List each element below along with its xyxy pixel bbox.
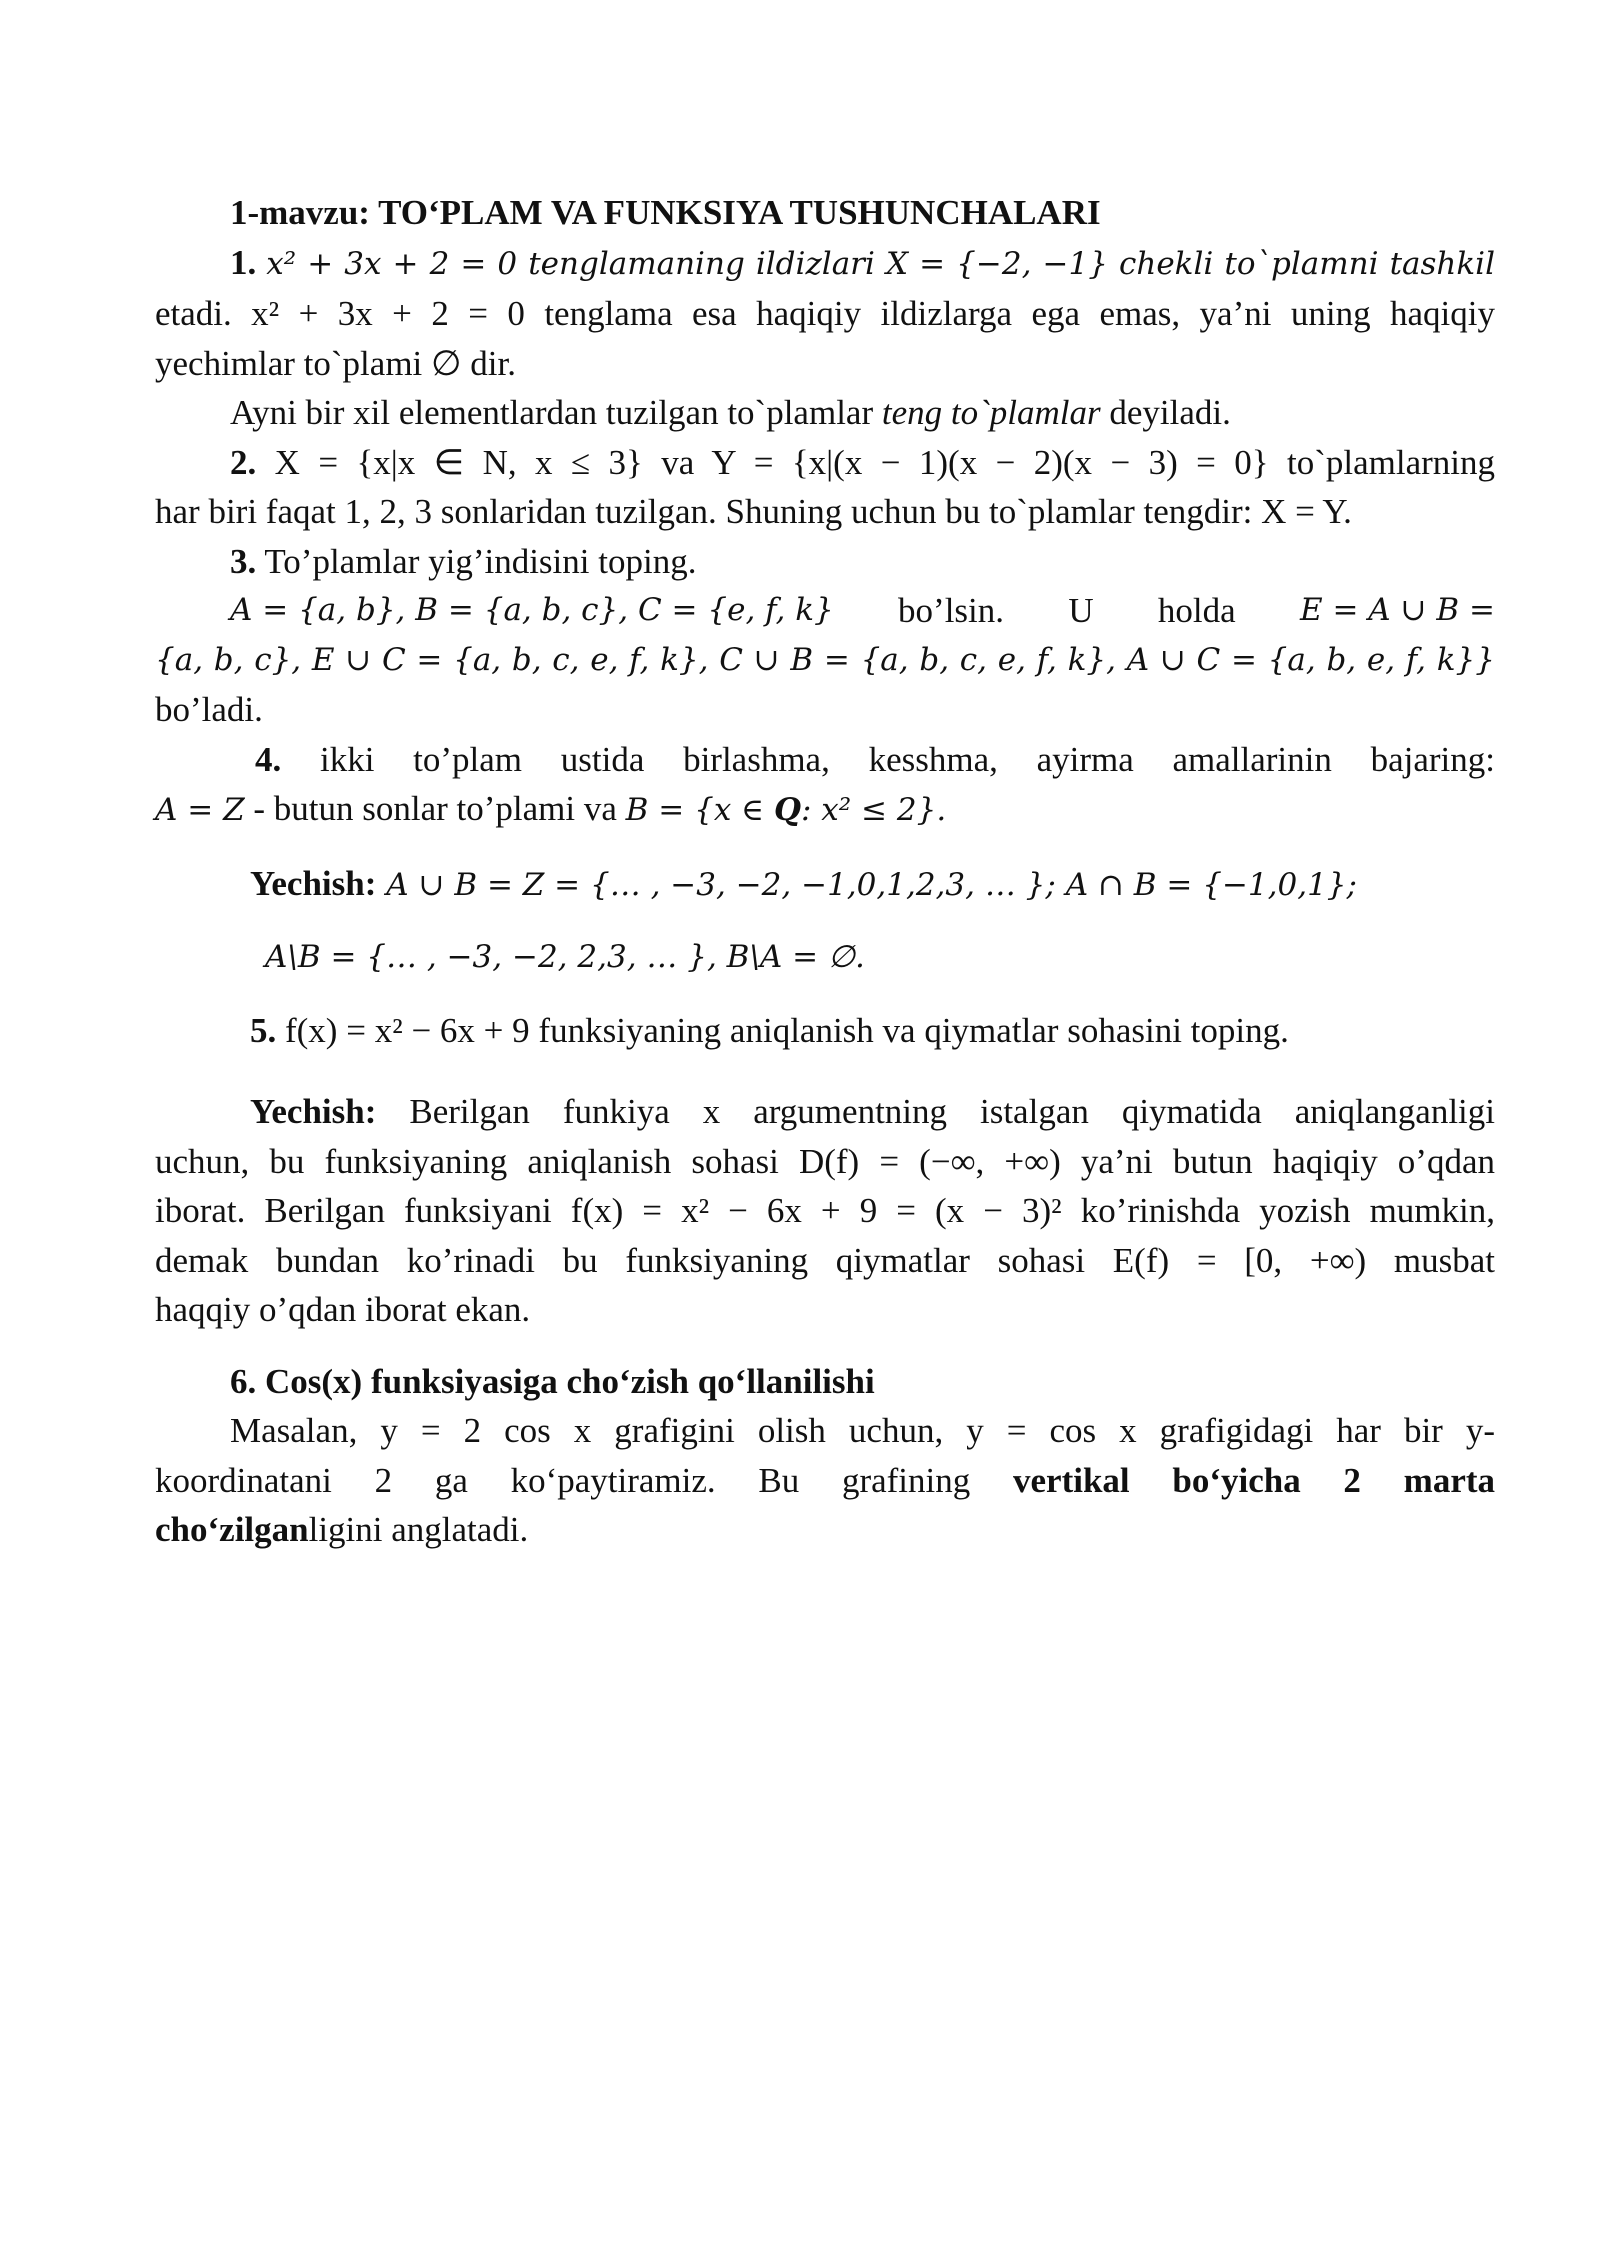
section-2-sets: X = {x|x ∈ N, x ≤ 3} va Y = {x|(x − 1)(x − 2)(x − 3) = 0} to`plamlarning [274, 442, 1495, 482]
section-3-number: 3. [230, 541, 257, 581]
section-4-task: ikki to’plam ustida birlashma, kesshma, ayirma amallarinin bajaring: [281, 739, 1495, 779]
section-5-number: 5. [250, 1010, 277, 1050]
section-5-task: f(x) = x² − 6x + 9 funksiyaning aniqlanish va qiymatlar sohasini toping. [276, 1010, 1289, 1050]
section-3-union-start: E = A ∪ B = [1299, 592, 1495, 628]
spacer [155, 910, 1495, 933]
spacer [155, 1335, 1495, 1357]
set-a-def: A = Z [155, 792, 245, 828]
rationals-symbol: Q [773, 792, 801, 828]
set-a-text: - butun sonlar to’plami va [244, 789, 626, 828]
section-3-title-line [155, 537, 1495, 587]
section-6-text-b: ligini anglatadi. [308, 1510, 529, 1549]
document-page [155, 188, 1495, 1555]
union-intersection: A ∪ B = Z = {… , −3, −2, −1,0,1,2,3, … }; A ∩ B = {−1,0,1}; [376, 866, 1357, 903]
spacer [155, 983, 1495, 1006]
set-b-def: B = {x ∈ [625, 792, 774, 828]
section-1-line-2: etadi. x² + 3x + 2 = 0 tenglama esa haqiqiy ildizlarga ega emas, ya’ni uning haqiqiy [155, 294, 1495, 333]
definition-term: teng to`plamlar [881, 393, 1101, 432]
section-6-line-2 [155, 1456, 1495, 1506]
section-1-line-1 [155, 238, 1495, 290]
section-3-word-2: U [1068, 591, 1094, 630]
section-5-solution-line-1 [155, 1087, 1495, 1137]
section-3-sets: A = {a, b}, B = {a, b, c}, C = {e, f, k} [230, 592, 834, 628]
section-4-line-1 [155, 735, 1495, 785]
definition-text-b: deyiladi. [1100, 393, 1231, 432]
section-1-equation: x² + 3x + 2 = 0 tenglamaning ildizlari X = {−2, −1} chekli to`plamni tashkil [266, 245, 1495, 282]
section-2-line-2: har biri faqat 1, 2, 3 sonlaridan tuzilgan. Shuning uchun bu to`plamlar tengdir: X = Y. [155, 492, 1352, 531]
section-6-emphasis-b: cho‘zilgan [155, 1510, 309, 1549]
section-4-solution-line-1 [155, 859, 1495, 911]
section-5-solution-line-3: iborat. Berilgan funksiyani f(x) = x² − 6x + 9 = (x − 3)² ko’rinishda yozish mumkin, [155, 1191, 1495, 1230]
spacer [155, 836, 1495, 859]
solution-label: Yechish: [250, 863, 377, 903]
section-6-emphasis-a: vertikal bo‘yicha 2 marta [1013, 1460, 1496, 1500]
section-6-text-a: koordinatani 2 ga ko‘paytiramiz. Bu grafining [155, 1460, 1013, 1500]
section-3-word-3: holda [1157, 591, 1236, 630]
section-5-task-line [155, 1006, 1495, 1056]
section-2-line-1 [155, 438, 1495, 488]
section-6-title: 6. Cos(x) funksiyasiga cho‘zish qo‘llanilishi [230, 1361, 875, 1401]
section-3-line-3: bo’ladi. [155, 690, 263, 729]
section-5-solution-text: Berilgan funkiya x argumentning istalgan qiymatida aniqlanganligi [376, 1092, 1495, 1131]
section-4-line-2 [155, 784, 1495, 836]
section-5-solution-line-2: uchun, bu funksiyaning aniqlanish sohasi D(f) = (−∞, +∞) ya’ni butun haqiqiy o’qdan [155, 1141, 1495, 1181]
section-1-number: 1. [230, 242, 257, 282]
section-3-title: To’plamlar yig’indisini toping. [256, 541, 697, 581]
section-6-line-1: Masalan, y = 2 cos x grafigini olish uchun, y = cos x grafigidagi har bir y- [230, 1411, 1495, 1450]
section-5-solution-line-4: demak bundan ko’rinadi bu funksiyaning qiymatlar sohasi E(f) = [0, +∞) musbat [155, 1240, 1495, 1280]
section-3-line-2: {a, b, c}, E ∪ C = {a, b, c, e, f, k}, C ∪ B = {a, b, c, e, f, k}, A ∪ C = {a, b, e, f, k}} [155, 641, 1495, 678]
set-b-condition: : x² ≤ 2}. [801, 792, 947, 828]
section-4-number: 4. [255, 739, 282, 779]
section-6-line-3 [155, 1505, 1495, 1555]
definition-line [155, 388, 1495, 438]
spacer [155, 1055, 1495, 1087]
section-4-solution-line-2: A\B = {… , −3, −2, 2,3, … }, B\A = ∅. [265, 939, 865, 975]
section-1-line-3: yechimlar to`plami ∅ dir. [155, 343, 516, 383]
section-5-solution-line-5: haqqiy o’qdan iborat ekan. [155, 1290, 531, 1329]
topic-heading: 1-mavzu: TO‘PLAM VA FUNKSIYA TUSHUNCHALARI [230, 193, 1101, 232]
section-2-number: 2. [230, 442, 257, 482]
section-3-line-1 [155, 586, 1495, 636]
section-3-word-1: bo’lsin. [898, 591, 1005, 630]
definition-text-a: Ayni bir xil elementlardan tuzilgan to`plamlar [230, 393, 882, 432]
solution-label-5: Yechish: [250, 1092, 377, 1131]
